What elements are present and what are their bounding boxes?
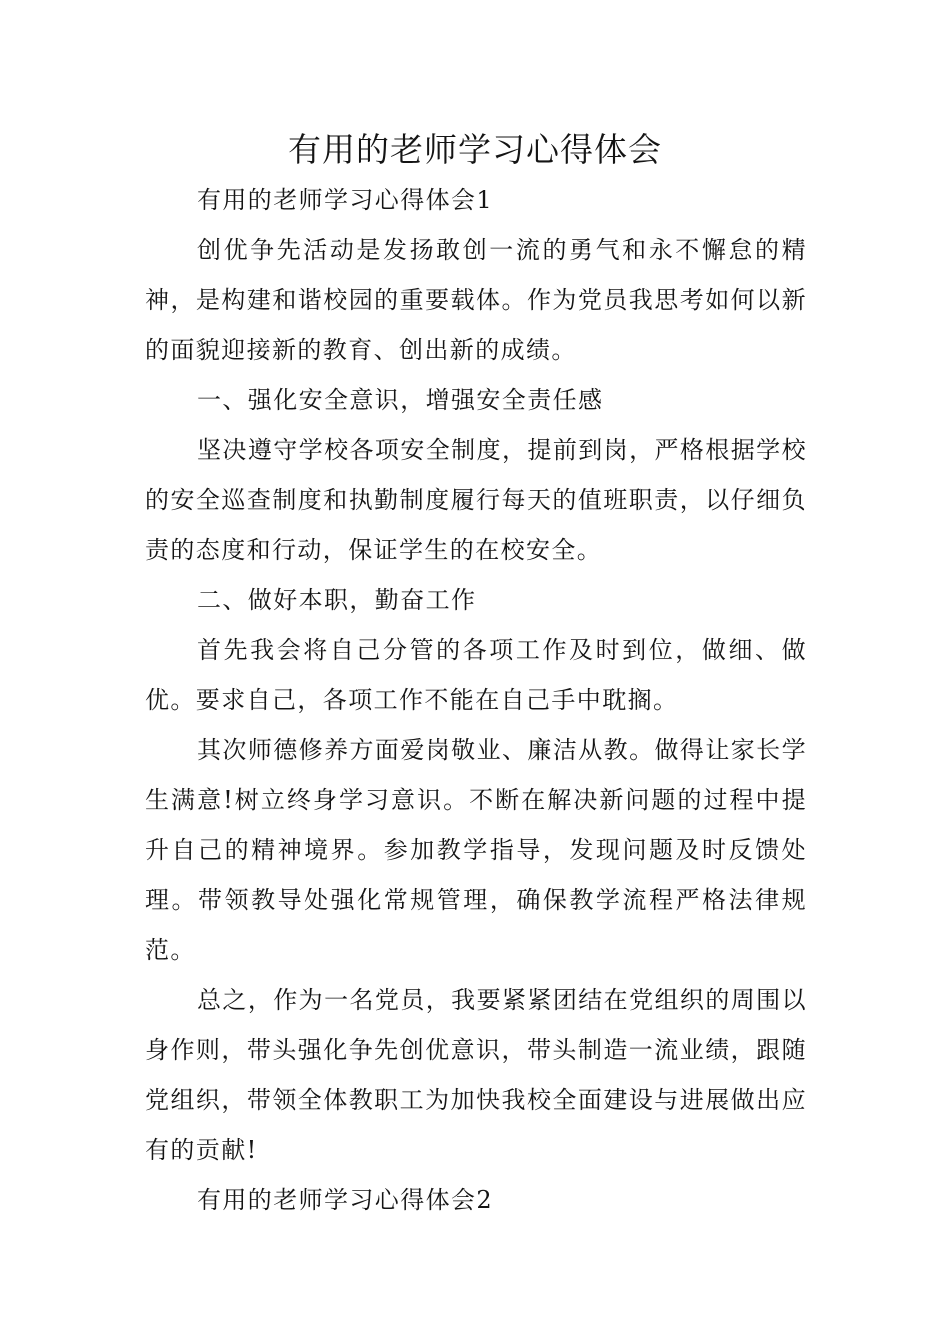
document-title: 有用的老师学习心得体会 [288, 130, 662, 169]
document-body [145, 175, 807, 1225]
paragraph: 创优争先活动是发扬敢创一流的勇气和永不懈怠的精神，是构建和谐校园的重要载体。作为党员我思考如何以新的面貌迎接新的教育、创出新的成绩。 [145, 236, 807, 364]
paragraph: 总之，作为一名党员，我要紧紧团结在党组织的周围以身作则，带头强化争先创优意识，带头制造一流业绩，跟随党组织，带领全体教职工为加快我校全面建设与进展做出应有的贡献! [145, 986, 807, 1164]
paragraph: 首先我会将自己分管的各项工作及时到位，做细、做优。要求自己，各项工作不能在自己手中耽搁。 [145, 636, 807, 714]
section-heading-2: 有用的老师学习心得体会2 [197, 1186, 494, 1214]
section-heading-1: 有用的老师学习心得体会1 [197, 186, 494, 214]
paragraph: 坚决遵守学校各项安全制度，提前到岗，严格根据学校的安全巡查制度和执勤制度履行每天的值班职责，以仔细负责的态度和行动，保证学生的在校安全。 [145, 436, 807, 564]
paragraph: 其次师德修养方面爱岗敬业、廉洁从教。做得让家长学生满意!树立终身学习意识。不断在解决新问题的过程中提升自己的精神境界。参加教学指导，发现问题及时反馈处理。带领教导处强化常规管理，确保教学流程严格法律规范。 [145, 736, 807, 964]
subheading-duty: 二、做好本职，勤奋工作 [197, 586, 477, 614]
subheading-safety: 一、强化安全意识，增强安全责任感 [197, 386, 604, 414]
